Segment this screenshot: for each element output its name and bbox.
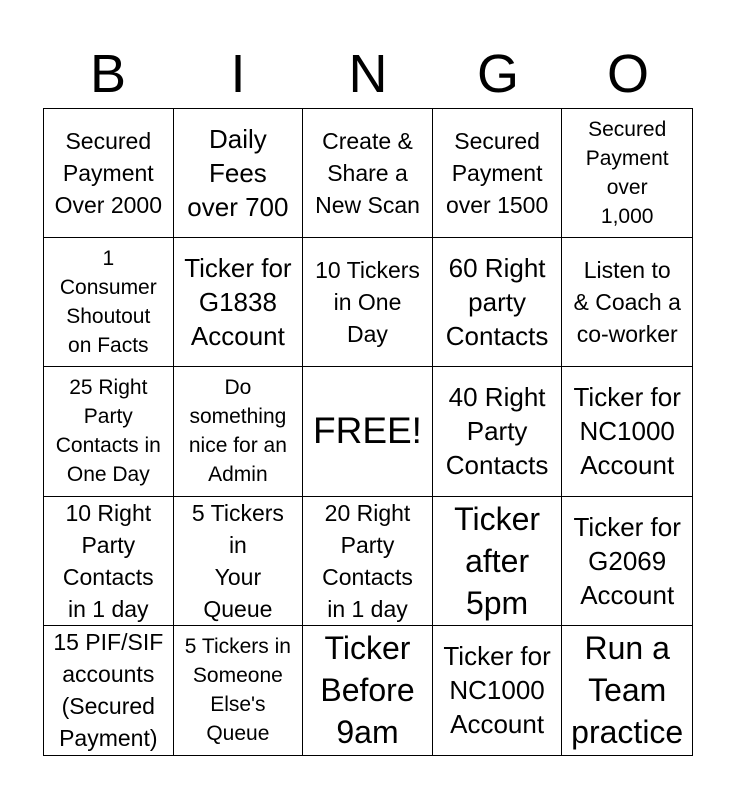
bingo-cell-r1-c1[interactable]: Secured Payment Over 2000 [44, 109, 174, 238]
bingo-cell-r4-c4[interactable]: Ticker after 5pm [433, 497, 563, 626]
bingo-cell-r3-c5[interactable]: Ticker for NC1000 Account [562, 367, 692, 496]
bingo-cell-r1-c4[interactable]: Secured Payment over 1500 [433, 109, 563, 238]
bingo-cell-r2-c4[interactable]: 60 Right party Contacts [433, 238, 563, 367]
bingo-cell-r1-c5[interactable]: Secured Payment over 1,000 [562, 109, 692, 238]
bingo-cell-r4-c5[interactable]: Ticker for G2069 Account [562, 497, 692, 626]
header-letter-b: B [89, 44, 127, 104]
header-letter-o: O [606, 44, 649, 104]
bingo-cell-r2-c3[interactable]: 10 Tickers in One Day [303, 238, 433, 367]
bingo-cell-r4-c3[interactable]: 20 Right Party Contacts in 1 day [303, 497, 433, 626]
header-letter-n: N [348, 44, 388, 104]
bingo-cell-r2-c1[interactable]: 1 Consumer Shoutout on Facts [44, 238, 174, 367]
bingo-cell-r2-c5[interactable]: Listen to & Coach a co-worker [562, 238, 692, 367]
bingo-cell-r4-c2[interactable]: 5 Tickers in Your Queue [174, 497, 304, 626]
bingo-header [43, 40, 693, 108]
bingo-cell-r5-c3[interactable]: Ticker Before 9am [303, 626, 433, 755]
bingo-cell-r3-c1[interactable]: 25 Right Party Contacts in One Day [44, 367, 174, 496]
bingo-cell-r1-c2[interactable]: Daily Fees over 700 [174, 109, 304, 238]
header-letter-g: G [476, 44, 519, 104]
bingo-board [43, 108, 693, 756]
bingo-cell-r5-c2[interactable]: 5 Tickers in Someone Else's Queue [174, 626, 304, 755]
bingo-cell-r5-c4[interactable]: Ticker for NC1000 Account [433, 626, 563, 755]
bingo-cell-r3-c4[interactable]: 40 Right Party Contacts [433, 367, 563, 496]
bingo-cell-r4-c1[interactable]: 10 Right Party Contacts in 1 day [44, 497, 174, 626]
bingo-cell-r5-c1[interactable]: 15 PIF/SIF accounts (Secured Payment) [44, 626, 174, 755]
bingo-cell-free[interactable]: FREE! [303, 367, 433, 496]
bingo-cell-r2-c2[interactable]: Ticker for G1838 Account [174, 238, 304, 367]
header-letter-i: I [230, 44, 246, 104]
bingo-cell-r5-c5[interactable]: Run a Team practice [571, 630, 684, 751]
bingo-cell-r1-c3[interactable]: Create & Share a New Scan [303, 109, 433, 238]
bingo-cell-r3-c2[interactable]: Do something nice for an Admin [174, 367, 304, 496]
